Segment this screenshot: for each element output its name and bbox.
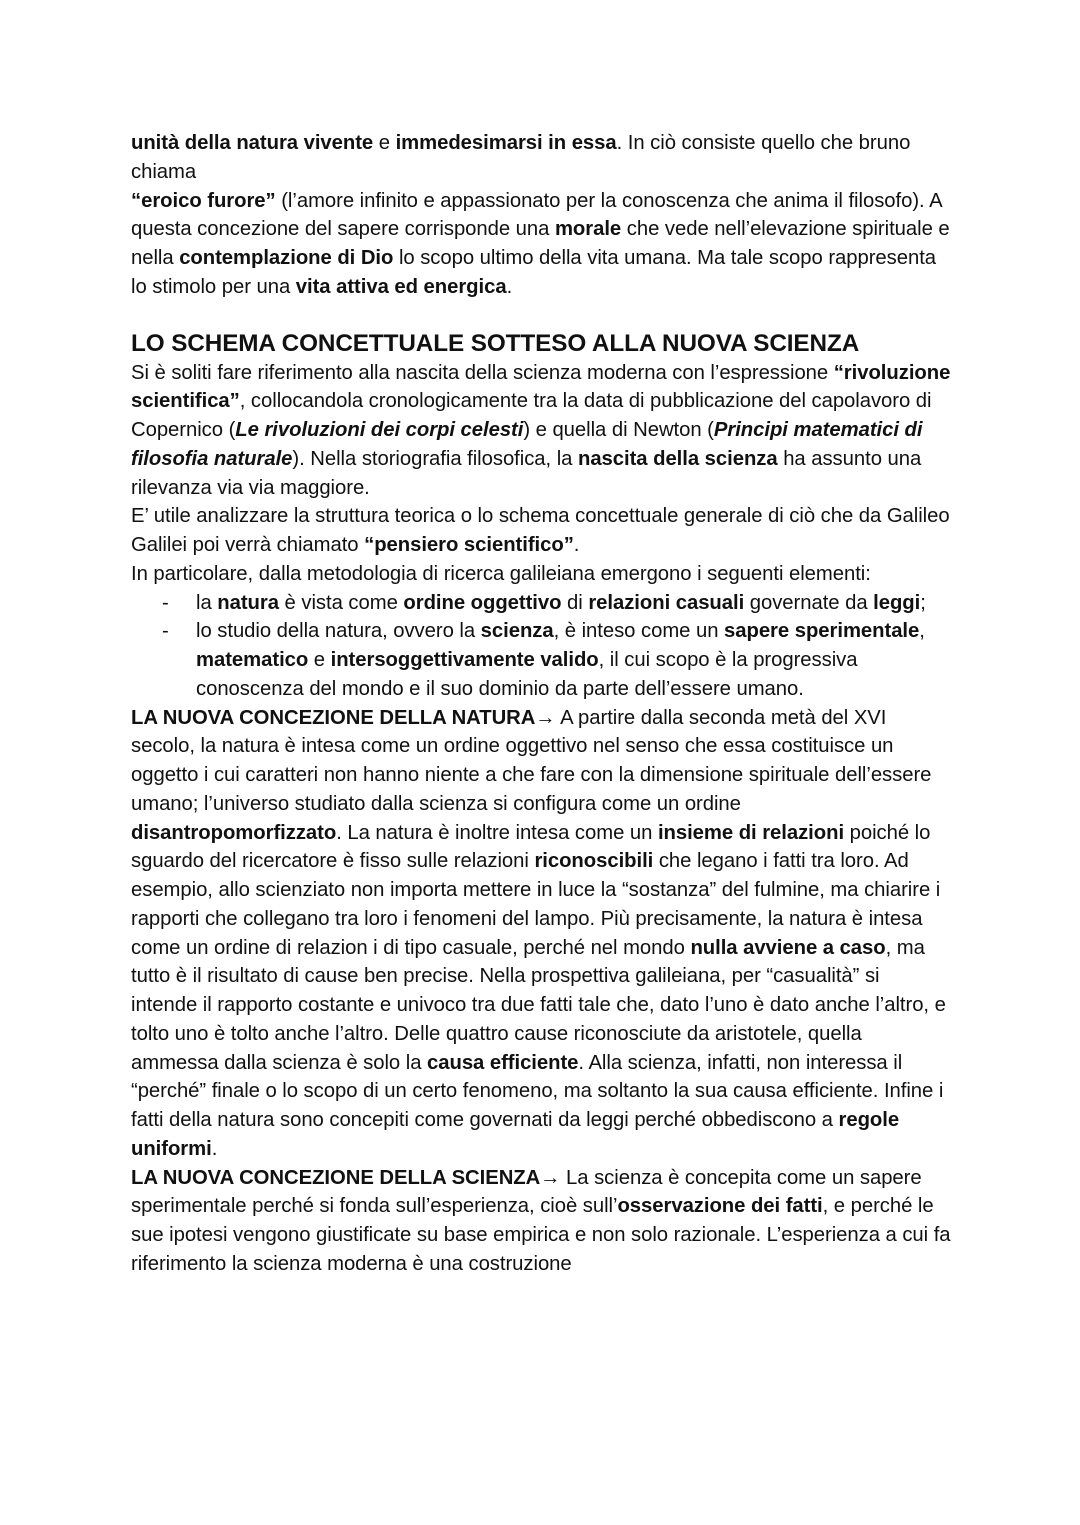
bold-text: disantropomorfizzato xyxy=(131,821,337,844)
bold-text: leggi xyxy=(873,591,921,614)
bold-text: nulla avviene a caso xyxy=(690,936,886,959)
text: ha assunto una rilevanza via via maggiore. xyxy=(131,447,922,499)
text: che vede nell’elevazione spirituale e nella xyxy=(131,218,950,269)
text: , il cui scopo è la progressiva conoscenza del mondo e il suo dominio da parte dell’essere umano. xyxy=(196,649,858,700)
dash-bullet-icon: - xyxy=(162,591,169,614)
text: E’ utile analizzare la struttura teorica o lo schema concettuale generale di ciò che da Galileo Galilei poi verrà chiamato xyxy=(131,505,950,556)
subheading-scienza: LA NUOVA CONCEZIONE DELLA SCIENZA xyxy=(131,1166,541,1189)
book-title: Le rivoluzioni dei corpi celesti xyxy=(235,419,524,441)
book-title: Principi matematici di filosofia naturale xyxy=(131,419,923,470)
text: → La scienza è concepita come un sapere sperimentale perché si fonda sull’esperienza, cioè sull’ xyxy=(131,1166,922,1218)
bold-text: contemplazione di Dio xyxy=(179,247,394,269)
text: e xyxy=(373,132,396,154)
bold-text: vita attiva ed energica xyxy=(295,275,507,298)
text: ). Nella storiografia filosofica, la xyxy=(292,447,578,470)
bold-text: unità della natura vivente xyxy=(131,132,374,154)
list-item xyxy=(131,589,951,618)
text: , xyxy=(919,620,925,643)
bold-text: osservazione dei fatti xyxy=(617,1195,823,1218)
text: è vista come xyxy=(278,591,404,614)
bold-text: causa efficiente xyxy=(427,1051,579,1074)
bold-text: natura xyxy=(217,591,279,614)
bold-text: riconoscibili xyxy=(534,850,654,873)
intro-line-2 xyxy=(131,187,951,302)
bold-text: sapere sperimentale xyxy=(724,620,920,643)
text: Si è soliti fare riferimento alla nascita della scienza moderna con l’espressione xyxy=(131,361,834,384)
bold-text: scienza xyxy=(480,620,554,643)
text: . xyxy=(573,534,580,556)
text: che legano i fatti tra loro. Ad esempio, allo scienziato non importa mettere in luce la “sostanza” del fulmine, ma chiarire i rapporti che collegano tra loro i fenomeni del lampo. Più precisamente, la natura è intesa come un ordine di relazion i di tipo casuale, perché nel mondo xyxy=(131,850,941,959)
paragraph-nuova-concezione-natura xyxy=(131,704,951,1164)
text: (l’amore infinito e appassionato per la conoscenza che anima il filosofo). A questa concezione del sapere corrisponde una xyxy=(131,189,942,241)
document-page xyxy=(131,129,951,1279)
bold-text: relazioni casuali xyxy=(588,591,745,614)
bold-text: matematico xyxy=(196,649,309,671)
bold-text: morale xyxy=(554,218,622,241)
bold-text: “rivoluzione scientifica” xyxy=(131,361,951,413)
subheading-natura: LA NUOVA CONCEZIONE DELLA NATURA xyxy=(131,706,536,729)
paragraph-utile xyxy=(131,502,951,560)
bold-text: “eroico furore” xyxy=(131,189,276,212)
text: , collocandola cronologicamente tra la data di pubblicazione del capolavoro di Copernico ( xyxy=(131,390,932,441)
text: . In ciò consiste quello che bruno chiama xyxy=(131,132,911,183)
bold-text: intersoggettivamente valido xyxy=(330,649,599,671)
text: lo scopo ultimo della vita umana. Ma tale scopo rappresenta lo stimolo per una xyxy=(131,247,937,298)
text: → A partire dalla seconda metà del XVI secolo, la natura è intesa come un ordine oggettivo nel senso che essa costituisce un oggetto i cui caratteri non hanno niente a che fare con la dimensione spirituale dell’essere umano; l’universo studiato dalla scienza si configura come un ordine xyxy=(131,706,932,815)
text: di xyxy=(561,591,589,614)
bullet-list xyxy=(131,589,951,704)
bold-text: “pensiero scientifico” xyxy=(364,534,574,556)
text: governate da xyxy=(744,591,874,614)
text: lo studio della natura, ovvero la xyxy=(196,620,481,643)
text: , è inteso come un xyxy=(553,620,725,643)
text: , ma tutto è il risultato di cause ben precise. Nella prospettiva galileiana, per “casualità” si intende il rapporto costante e univoco tra due fatti tale che, dato l’uno è dato anche l’altro, e tolto uno è tolto anche l’altro. Delle quattro cause riconosciute da aristotele, quella ammessa dalla scienza è solo la xyxy=(131,936,946,1074)
intro-paragraph xyxy=(131,129,951,302)
paragraph-rivoluzione xyxy=(131,359,951,503)
text: . Alla scienza, infatti, non interessa il “perché” finale o lo scopo di un certo fenomeno, ma soltanto la sua causa efficiente. Infine i fatti della natura sono concepiti come governati da leggi perché obbediscono a xyxy=(131,1051,944,1131)
dash-bullet-icon: - xyxy=(162,620,169,643)
text: poiché lo sguardo del ricercatore è fisso sulle relazioni xyxy=(131,821,931,873)
intro-line-1 xyxy=(131,129,951,187)
text: , e perché le sue ipotesi vengono giustificate su base empirica e non solo razionale. L’esperienza a cui fa riferimento la scienza moderna è una costruzione xyxy=(131,1195,951,1275)
text: e xyxy=(308,649,331,671)
paragraph-nuova-concezione-scienza xyxy=(131,1164,951,1279)
text: ) e quella di Newton ( xyxy=(523,419,714,441)
text: In particolare, dalla metodologia di ricerca galileiana emergono i seguenti elementi: xyxy=(131,562,871,585)
bold-text: ordine oggettivo xyxy=(403,591,562,614)
bold-text: regole uniformi xyxy=(131,1109,900,1160)
section-heading: LO SCHEMA CONCETTUALE SOTTESO ALLA NUOVA SCIENZA xyxy=(131,329,860,357)
paragraph-particolare xyxy=(131,560,951,589)
bold-text: insieme di relazioni xyxy=(657,821,845,844)
bold-text: immedesimarsi in essa xyxy=(395,132,617,154)
list-item xyxy=(131,617,951,703)
text: ; xyxy=(920,591,926,614)
text: la xyxy=(196,591,218,614)
text: . xyxy=(211,1137,218,1160)
bold-text: nascita della scienza xyxy=(577,447,778,470)
text: . xyxy=(506,275,513,298)
text: . La natura è inoltre intesa come un xyxy=(336,821,658,844)
